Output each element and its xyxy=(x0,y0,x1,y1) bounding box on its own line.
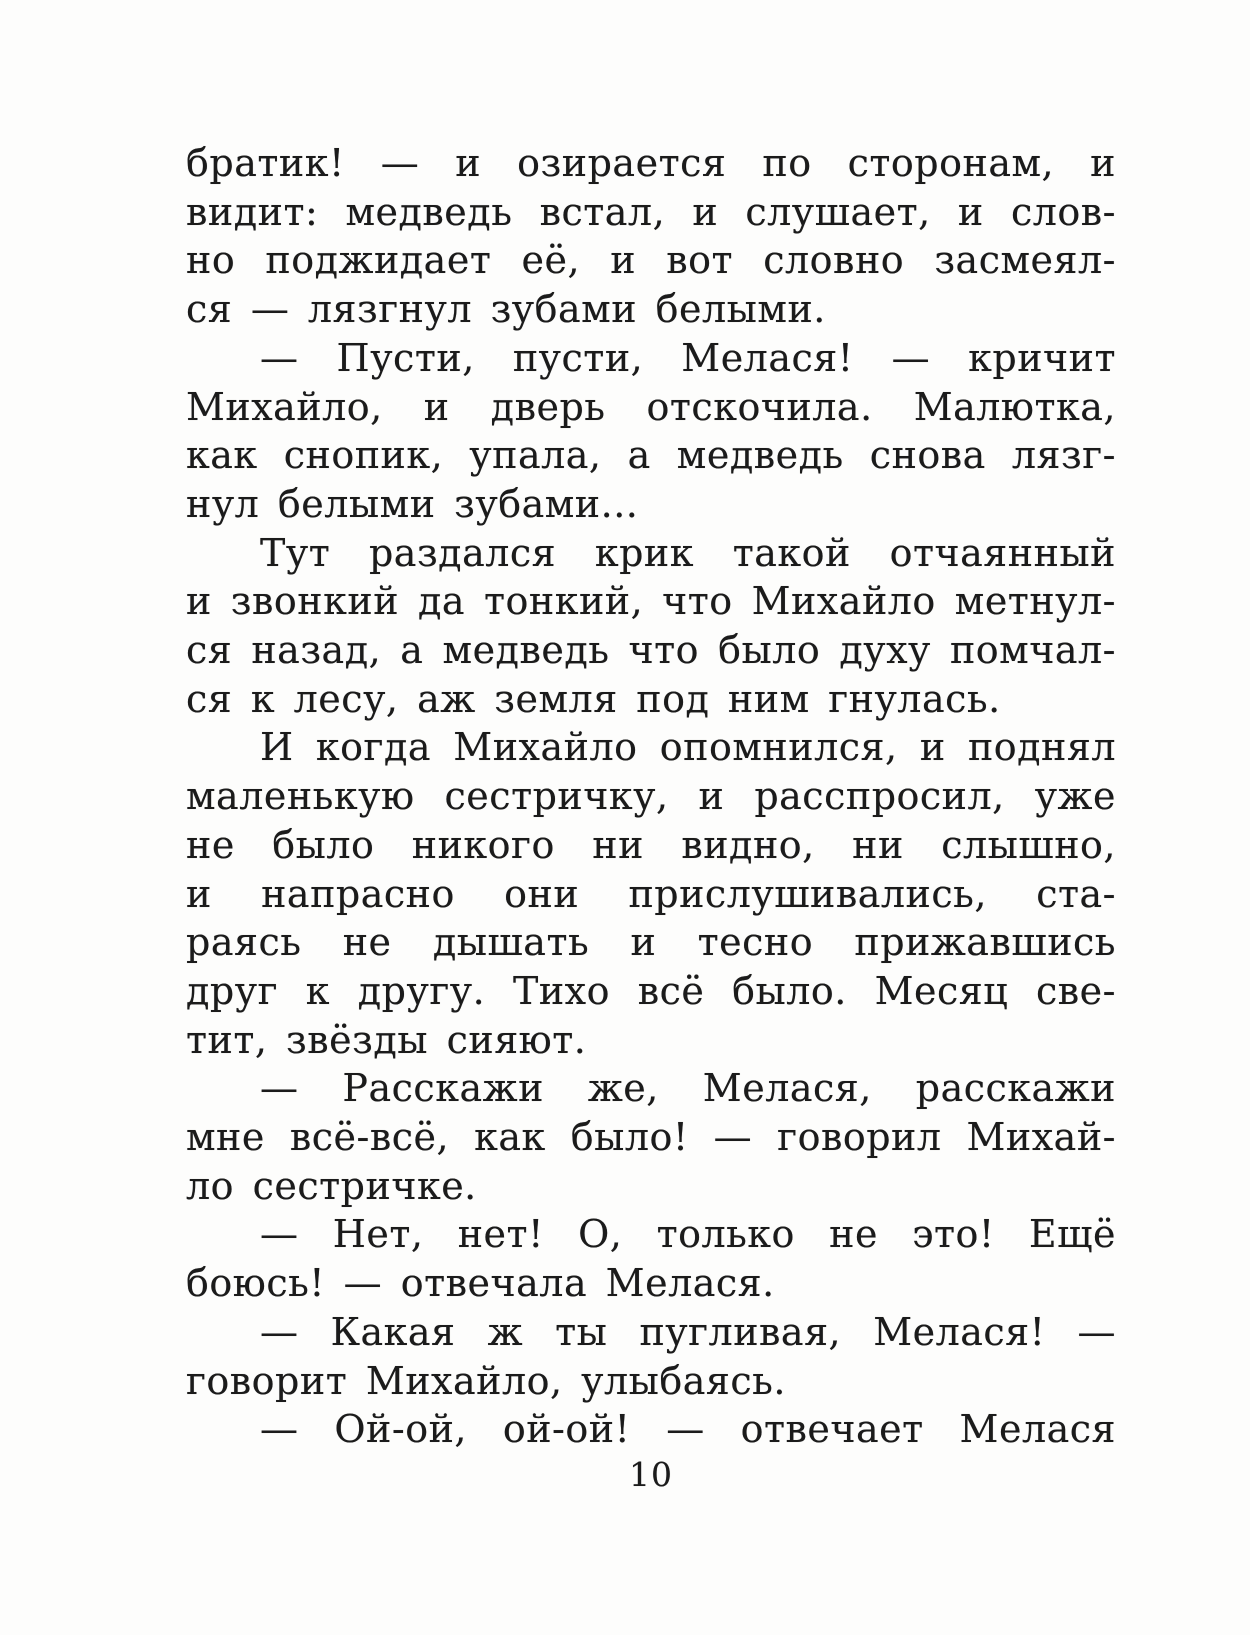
text-line: и звонкий да тонкий, что Михайло метнул- xyxy=(186,579,1116,624)
text-line: не было никого ни видно, ни слышно, xyxy=(186,822,1116,867)
text-line: боюсь! — отвечала Мелася. xyxy=(186,1261,775,1306)
text-line: — Нет, нет! О, только не это! Ещё xyxy=(260,1212,1116,1257)
text-line: нул белыми зубами... xyxy=(186,481,639,526)
text-line: видит: медведь встал, и слушает, и слов- xyxy=(186,189,1116,234)
text-line: маленькую сестричку, и расспросил, уже xyxy=(186,774,1116,819)
text-line: Тут раздался крик такой отчаянный xyxy=(260,530,1116,575)
text-line: тит, звёзды сияют. xyxy=(186,1017,587,1062)
text-line: — Пусти, пусти, Мелася! — кричит xyxy=(260,335,1116,380)
text-line: ся к лесу, аж земля под ним гнулась. xyxy=(186,676,1001,721)
text-line: друг к другу. Тихо всё было. Месяц све- xyxy=(186,968,1116,1013)
text-line: ся — лязгнул зубами белыми. xyxy=(186,287,826,332)
text-line: ло сестричке. xyxy=(186,1163,477,1208)
text-line: — Какая ж ты пугливая, Мелася! — xyxy=(260,1309,1116,1354)
text-line: И когда Михайло опомнился, и поднял xyxy=(260,725,1116,770)
page-number: 10 xyxy=(629,1455,673,1494)
text-line: братик! — и озирается по сторонам, и xyxy=(186,141,1116,185)
text-line: мне всё-всё, как было! — говорил Михай- xyxy=(186,1115,1116,1160)
text-line: — Расскажи же, Мелася, расскажи xyxy=(260,1066,1116,1111)
text-line: говорит Михайло, улыбаясь. xyxy=(186,1358,786,1403)
text-line: ся назад, а медведь что было духу помчал- xyxy=(186,628,1116,673)
text-line: раясь не дышать и тесно прижавшись xyxy=(186,920,1116,965)
text-block xyxy=(186,139,1116,1454)
text-line: и напрасно они прислушивались, ста- xyxy=(186,871,1116,916)
text-line: — Ой-ой, ой-ой! — отвечает Мелася xyxy=(260,1407,1116,1452)
text-line: Михайло, и дверь отскочила. Малютка, xyxy=(186,384,1116,429)
text-line: как снопик, упала, а медведь снова лязг- xyxy=(186,433,1116,478)
text-line: но поджидает её, и вот словно засмеял- xyxy=(186,238,1116,283)
